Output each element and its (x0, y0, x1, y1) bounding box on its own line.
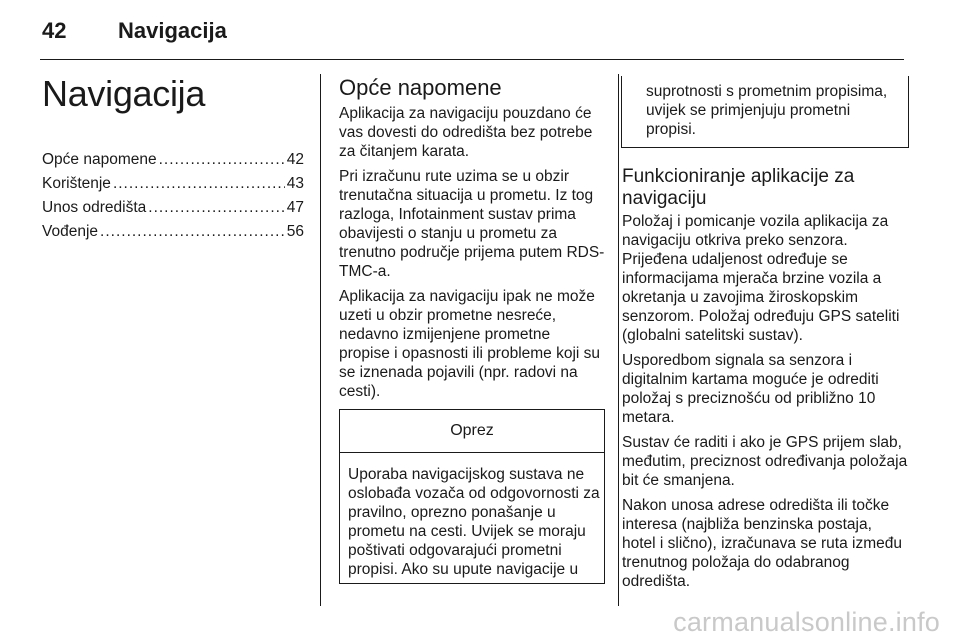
right-column (622, 76, 908, 597)
chapter-title: Navigacija (42, 73, 206, 114)
page-number: 42 (42, 18, 67, 43)
paragraph: Aplikacija za navigaciju pouzdano će vas dovesti do odredišta bez potrebe za čitanjem karata. (339, 105, 593, 160)
table-of-contents (42, 148, 304, 244)
header-rule (40, 59, 904, 60)
caution-title: Oprez (340, 410, 604, 453)
paragraph: Aplikacija za navigaciju ipak ne može uzeti u obzir prometne nesreće, nedavno izmijenjene prometne propise i opasnosti ili probleme koji su se iznenada pojavili (npr. radovi na cesti). (339, 288, 601, 400)
column-divider-left (320, 74, 321, 606)
toc-leader (100, 220, 285, 244)
paragraph: Sustav će raditi i ako je GPS prijem slab, međutim, preciznost određivanja položaja bit će smanjena. (622, 434, 908, 489)
toc-item-page: 43 (286, 175, 304, 192)
toc-item-page: 56 (286, 223, 304, 240)
caution-box-continued: suprotnosti s prometnim propisima, uvijek se primjenjuju prometni propisi. (621, 76, 909, 148)
caution-box (339, 409, 605, 584)
toc-leader (113, 172, 285, 196)
toc-item-page: 42 (286, 151, 304, 168)
section-heading: Funkcioniranje aplikacije za navigaciju (622, 166, 855, 209)
toc-item-text: Korištenje (42, 175, 111, 192)
toc-item[interactable] (42, 196, 304, 220)
toc-item[interactable] (42, 148, 304, 172)
watermark: carmanualsonline.info (673, 607, 940, 637)
toc-item[interactable] (42, 220, 304, 244)
paragraph: Usporedbom signala sa senzora i digitalnim kartama moguće je odrediti položaj s preciznošću od približno 10 metara. (622, 352, 879, 426)
toc-item-text: Vođenje (42, 223, 99, 240)
section-heading: Opće napomene (339, 75, 502, 100)
toc-item[interactable] (42, 172, 304, 196)
toc-item-page: 47 (286, 199, 304, 216)
toc-leader (148, 196, 284, 220)
running-title: Navigacija (118, 18, 227, 43)
paragraph: Nakon unosa adrese odredišta ili točke interesa (najbliža benzinska postaja, hotel i slično), izračunava se ruta između trenutnog položaja do odabranog odredišta. (622, 497, 902, 590)
middle-column (339, 76, 605, 584)
paragraph: Pri izračunu rute uzima se u obzir trenutačna situacija u prometu. Iz tog razloga, Infotainment sustav prima obavijesti o stanju u prometu za trenutno područje prijema putem RDS-TMC-a. (339, 168, 605, 280)
toc-leader (159, 148, 285, 172)
caution-text: Uporaba navigacijskog sustava ne oslobađa vozača od odgovornosti za pravilno, oprezno ponašanje u prometu na cesti. Uvijek se moraju poštivati odgovarajući prometni propisi. Ako su upute navigacije u (348, 466, 600, 578)
toc-item-text: Unos odredišta (42, 199, 147, 216)
column-divider-right (618, 74, 619, 606)
paragraph: Položaj i pomicanje vozila aplikacija za navigaciju otkriva preko senzora. Prijeđena udaljenost određuje se informacijama mjerača brzine vozila a okretanja u zavojima žiroskopskim senzorom. Položaj određuju GPS sateliti (globalni satelitski sustav). (622, 213, 900, 344)
toc-item-text: Opće napomene (42, 151, 157, 168)
